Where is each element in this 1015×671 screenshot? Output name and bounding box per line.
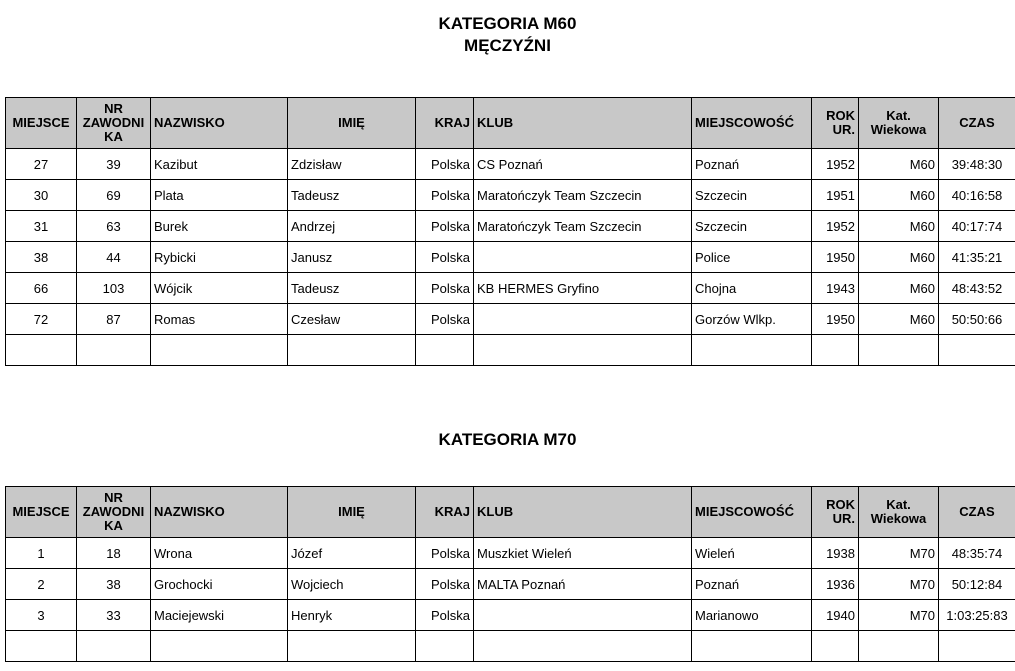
cell-klub xyxy=(474,242,692,273)
cell-miejscowosc: Poznań xyxy=(692,569,812,600)
cell-czas: 48:35:74 xyxy=(939,538,1015,569)
cell-kat: M60 xyxy=(859,242,939,273)
cell-nr: 87 xyxy=(77,304,151,335)
col-header-imie xyxy=(288,487,416,538)
cell-kraj xyxy=(416,631,474,662)
col-header-nr-zawodnika-label: ZAWODNI xyxy=(82,115,145,130)
col-header-nazwisko-label: NAZWISKO xyxy=(154,504,225,519)
m60-category-title: KATEGORIA M60 xyxy=(438,14,577,33)
col-header-miejsce xyxy=(6,487,77,538)
cell-rok: 1951 xyxy=(812,180,859,211)
cell-nr: 18 xyxy=(77,538,151,569)
col-header-kat-wiekowa-label: Kat. xyxy=(886,108,911,123)
cell-czas xyxy=(939,631,1015,662)
cell-czas: 50:12:84 xyxy=(939,569,1015,600)
table-row xyxy=(6,569,1015,600)
cell-klub: Muszkiet Wieleń xyxy=(474,538,692,569)
cell-rok: 1940 xyxy=(812,600,859,631)
col-header-miejscowosc xyxy=(692,98,812,149)
cell-kat: M60 xyxy=(859,211,939,242)
col-header-klub-label: KLUB xyxy=(477,115,514,130)
cell-miejscowosc: Gorzów Wlkp. xyxy=(692,304,812,335)
cell-miejsce: 30 xyxy=(6,180,77,211)
cell-nr xyxy=(77,335,151,366)
cell-nr: 69 xyxy=(77,180,151,211)
cell-nr: 33 xyxy=(77,600,151,631)
cell-imie: Wojciech xyxy=(288,569,416,600)
cell-nr: 39 xyxy=(77,149,151,180)
col-header-nazwisko xyxy=(151,98,288,149)
col-header-kraj xyxy=(416,98,474,149)
cell-czas xyxy=(939,335,1015,366)
cell-klub: CS Poznań xyxy=(474,149,692,180)
col-header-imie xyxy=(288,98,416,149)
cell-kraj: Polska xyxy=(416,242,474,273)
cell-nr: 103 xyxy=(77,273,151,304)
cell-rok xyxy=(812,631,859,662)
cell-kat: M60 xyxy=(859,180,939,211)
col-header-rok-ur-label: ROK xyxy=(826,497,855,512)
cell-miejsce xyxy=(6,631,77,662)
col-header-nr-zawodnika-label: KA xyxy=(104,518,123,533)
cell-czas: 1:03:25:83 xyxy=(939,600,1015,631)
cell-miejsce: 72 xyxy=(6,304,77,335)
cell-miejscowosc: Poznań xyxy=(692,149,812,180)
cell-kraj: Polska xyxy=(416,569,474,600)
cell-klub: MALTA Poznań xyxy=(474,569,692,600)
table-row xyxy=(6,180,1015,211)
cell-kat: M70 xyxy=(859,569,939,600)
col-header-nr-zawodnika-label: KA xyxy=(104,129,123,144)
cell-nazwisko: Burek xyxy=(151,211,288,242)
col-header-miejsce xyxy=(6,98,77,149)
cell-nazwisko: Kazibut xyxy=(151,149,288,180)
cell-klub: Maratończyk Team Szczecin xyxy=(474,180,692,211)
cell-miejscowosc: Marianowo xyxy=(692,600,812,631)
cell-nr xyxy=(77,631,151,662)
cell-miejscowosc: Szczecin xyxy=(692,180,812,211)
cell-rok: 1936 xyxy=(812,569,859,600)
col-header-czas xyxy=(939,487,1015,538)
col-header-miejscowosc-label: MIEJSCOWOŚĆ xyxy=(695,115,794,130)
col-header-miejsce-label: MIEJSCE xyxy=(12,115,70,130)
col-header-kat-wiekowa xyxy=(859,98,939,149)
m70-category-title: KATEGORIA M70 xyxy=(438,430,577,449)
cell-nr: 44 xyxy=(77,242,151,273)
cell-rok: 1952 xyxy=(812,149,859,180)
col-header-nr-zawodnika xyxy=(77,487,151,538)
col-header-miejscowosc xyxy=(692,487,812,538)
cell-nazwisko: Rybicki xyxy=(151,242,288,273)
col-header-rok-ur-label: UR. xyxy=(832,511,855,526)
cell-imie: Czesław xyxy=(288,304,416,335)
cell-miejsce: 27 xyxy=(6,149,77,180)
cell-rok: 1950 xyxy=(812,242,859,273)
cell-rok: 1950 xyxy=(812,304,859,335)
cell-rok: 1943 xyxy=(812,273,859,304)
col-header-kraj-label: KRAJ xyxy=(434,115,470,130)
cell-klub xyxy=(474,335,692,366)
cell-kraj: Polska xyxy=(416,538,474,569)
cell-czas: 48:43:52 xyxy=(939,273,1015,304)
cell-nazwisko xyxy=(151,631,288,662)
cell-miejsce xyxy=(6,335,77,366)
cell-kraj: Polska xyxy=(416,273,474,304)
cell-czas: 40:16:58 xyxy=(939,180,1015,211)
m70-table-body xyxy=(6,538,1015,662)
col-header-rok-ur xyxy=(812,98,859,149)
cell-miejsce: 31 xyxy=(6,211,77,242)
cell-rok xyxy=(812,335,859,366)
col-header-miejsce-label: MIEJSCE xyxy=(12,504,70,519)
cell-kraj: Polska xyxy=(416,211,474,242)
cell-imie: Zdzisław xyxy=(288,149,416,180)
col-header-klub-label: KLUB xyxy=(477,504,514,519)
col-header-klub xyxy=(474,98,692,149)
cell-kraj xyxy=(416,335,474,366)
cell-kraj: Polska xyxy=(416,180,474,211)
cell-nr: 38 xyxy=(77,569,151,600)
cell-kat: M70 xyxy=(859,538,939,569)
col-header-imie-label: IMIĘ xyxy=(338,115,365,130)
cell-nazwisko: Grochocki xyxy=(151,569,288,600)
cell-miejsce: 66 xyxy=(6,273,77,304)
col-header-kraj xyxy=(416,487,474,538)
col-header-czas xyxy=(939,98,1015,149)
cell-nazwisko xyxy=(151,335,288,366)
col-header-rok-ur-label: UR. xyxy=(832,122,855,137)
table-row xyxy=(6,273,1015,304)
cell-nazwisko: Maciejewski xyxy=(151,600,288,631)
cell-nr: 63 xyxy=(77,211,151,242)
col-header-czas-label: CZAS xyxy=(959,504,995,519)
cell-kat: M70 xyxy=(859,600,939,631)
cell-rok: 1952 xyxy=(812,211,859,242)
cell-kat: M60 xyxy=(859,149,939,180)
table-row xyxy=(6,600,1015,631)
col-header-kat-wiekowa xyxy=(859,487,939,538)
col-header-rok-ur xyxy=(812,487,859,538)
cell-klub xyxy=(474,631,692,662)
cell-miejscowosc: Police xyxy=(692,242,812,273)
cell-imie: Tadeusz xyxy=(288,273,416,304)
table-header-row xyxy=(6,487,1015,538)
cell-imie: Józef xyxy=(288,538,416,569)
col-header-kat-wiekowa-label: Wiekowa xyxy=(870,511,927,526)
cell-nazwisko: Romas xyxy=(151,304,288,335)
cell-imie xyxy=(288,631,416,662)
cell-klub: KB HERMES Gryfino xyxy=(474,273,692,304)
cell-kat: M60 xyxy=(859,304,939,335)
cell-kraj: Polska xyxy=(416,304,474,335)
table-row xyxy=(6,149,1015,180)
table-row xyxy=(6,335,1015,366)
col-header-nazwisko xyxy=(151,487,288,538)
cell-imie: Tadeusz xyxy=(288,180,416,211)
table-row xyxy=(6,304,1015,335)
m60-table-body xyxy=(6,149,1015,366)
cell-kat xyxy=(859,631,939,662)
m60-results-table xyxy=(5,97,1015,366)
cell-nazwisko: Wrona xyxy=(151,538,288,569)
cell-klub: Maratończyk Team Szczecin xyxy=(474,211,692,242)
m60-gender-subtitle: MĘCZYŹNI xyxy=(464,36,551,55)
col-header-klub xyxy=(474,487,692,538)
cell-klub xyxy=(474,304,692,335)
cell-miejscowosc xyxy=(692,335,812,366)
col-header-kat-wiekowa-label: Wiekowa xyxy=(870,122,927,137)
cell-kraj: Polska xyxy=(416,600,474,631)
table-header-row xyxy=(6,98,1015,149)
cell-miejsce: 3 xyxy=(6,600,77,631)
cell-czas: 50:50:66 xyxy=(939,304,1015,335)
cell-czas: 39:48:30 xyxy=(939,149,1015,180)
cell-kat xyxy=(859,335,939,366)
table-row xyxy=(6,242,1015,273)
table-row xyxy=(6,538,1015,569)
col-header-kraj-label: KRAJ xyxy=(434,504,470,519)
cell-imie: Janusz xyxy=(288,242,416,273)
col-header-miejscowosc-label: MIEJSCOWOŚĆ xyxy=(695,504,794,519)
col-header-nr-zawodnika-label: ZAWODNI xyxy=(82,504,145,519)
col-header-kat-wiekowa-label: Kat. xyxy=(886,497,911,512)
col-header-imie-label: IMIĘ xyxy=(338,504,365,519)
cell-czas: 40:17:74 xyxy=(939,211,1015,242)
cell-miejscowosc xyxy=(692,631,812,662)
cell-rok: 1938 xyxy=(812,538,859,569)
col-header-czas-label: CZAS xyxy=(959,115,995,130)
table-row xyxy=(6,211,1015,242)
col-header-rok-ur-label: ROK xyxy=(826,108,855,123)
cell-kat: M60 xyxy=(859,273,939,304)
cell-miejscowosc: Szczecin xyxy=(692,211,812,242)
col-header-nr-zawodnika-label: NR xyxy=(104,101,123,116)
table-row xyxy=(6,631,1015,662)
col-header-nr-zawodnika xyxy=(77,98,151,149)
cell-miejsce: 38 xyxy=(6,242,77,273)
cell-kraj: Polska xyxy=(416,149,474,180)
cell-imie: Andrzej xyxy=(288,211,416,242)
cell-nazwisko: Plata xyxy=(151,180,288,211)
cell-czas: 41:35:21 xyxy=(939,242,1015,273)
col-header-nr-zawodnika-label: NR xyxy=(104,490,123,505)
cell-klub xyxy=(474,600,692,631)
cell-miejsce: 1 xyxy=(6,538,77,569)
cell-imie: Henryk xyxy=(288,600,416,631)
col-header-nazwisko-label: NAZWISKO xyxy=(154,115,225,130)
cell-miejscowosc: Wieleń xyxy=(692,538,812,569)
cell-nazwisko: Wójcik xyxy=(151,273,288,304)
cell-imie xyxy=(288,335,416,366)
m70-results-table xyxy=(5,486,1015,662)
cell-miejscowosc: Chojna xyxy=(692,273,812,304)
cell-miejsce: 2 xyxy=(6,569,77,600)
